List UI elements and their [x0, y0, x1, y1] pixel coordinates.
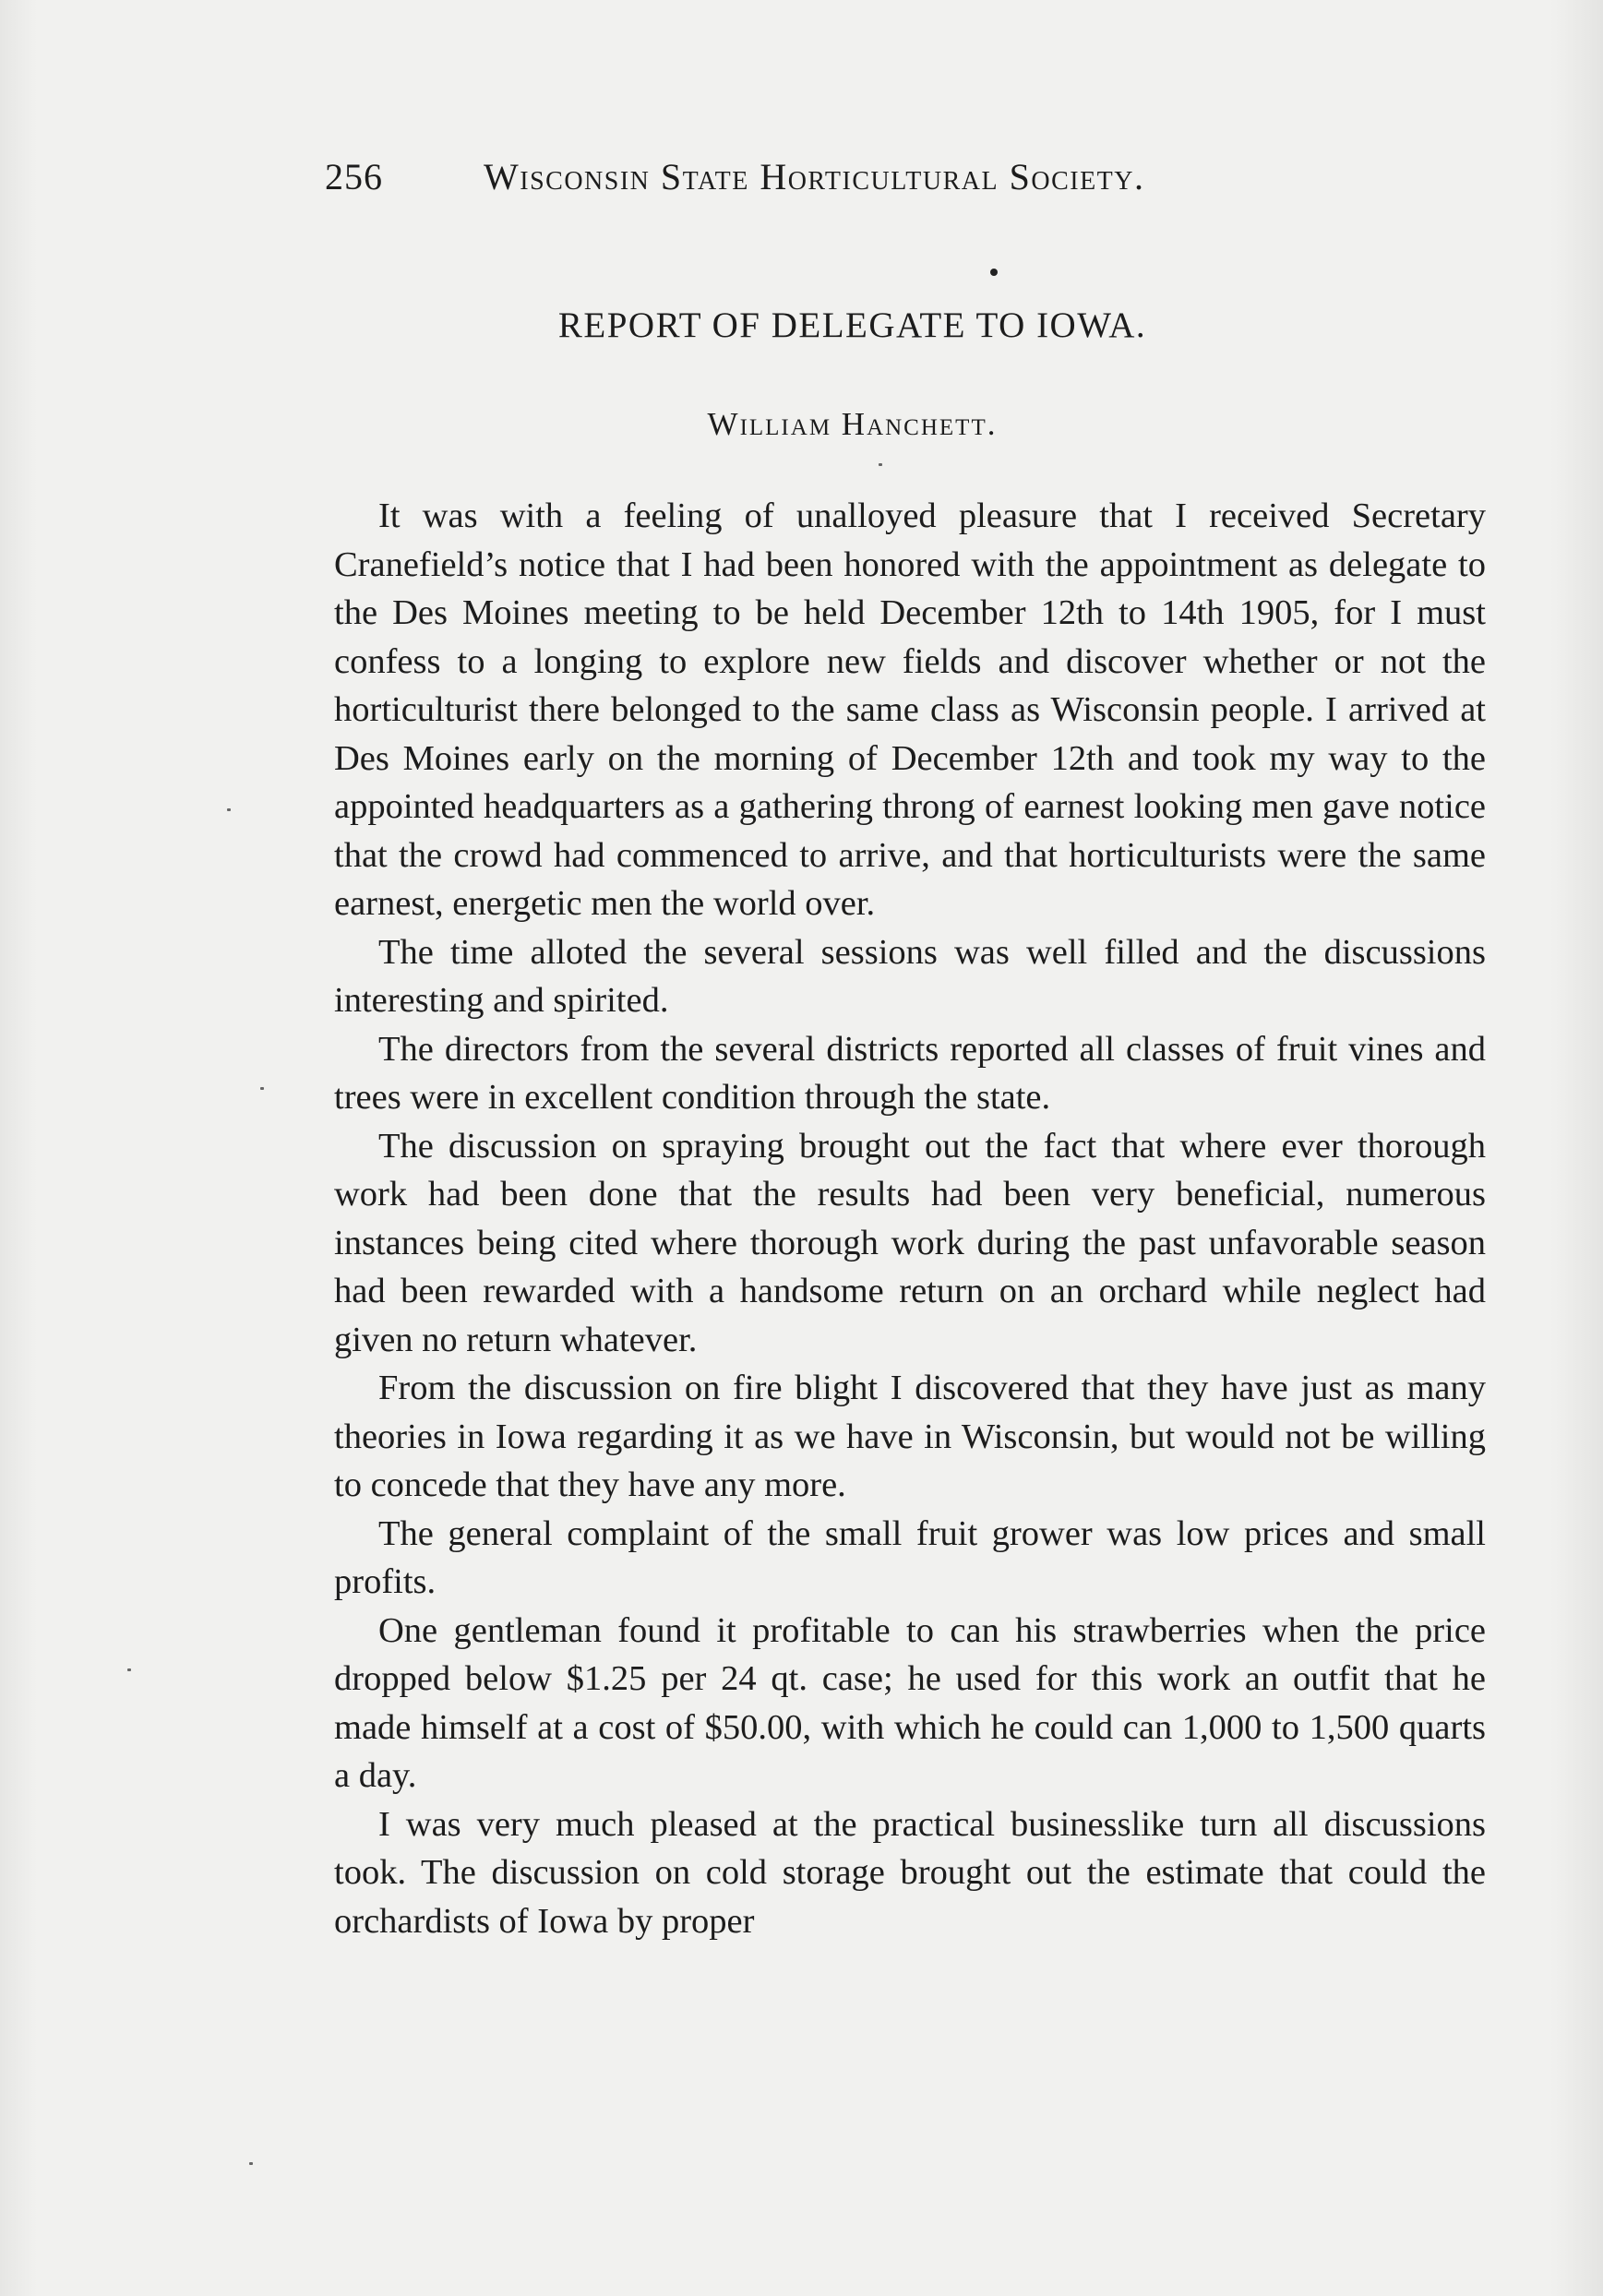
- scan-speck: [127, 1668, 131, 1671]
- paragraph: The discussion on spraying brought out the fact that where ever thorough work had been done that the results had been very beneficial, numerous instances being cited where thorough work during the past unfavorable season had been rewarded with a handsome return on an orchard while neglect had given no return whatever.: [334, 1126, 1486, 1359]
- journal-title: Wisconsin State Horticultural Society.: [484, 156, 1145, 197]
- paragraph: The directors from the several districts reported all classes of fruit vines and trees were in excellent condition through the state.: [334, 1029, 1486, 1117]
- running-head: [325, 155, 1303, 203]
- scan-speck: [227, 808, 231, 811]
- scan-speck: [879, 463, 882, 466]
- paragraph: From the discussion on fire blight I discovered that they have just as many theories in Iowa regarding it as we have in Wisconsin, but would not be willing to concede that they have any more.: [334, 1369, 1486, 1504]
- scan-speck: [249, 2162, 253, 2165]
- article-author: William Hanchett.: [707, 406, 998, 442]
- paragraph: The general complaint of the small fruit grower was low prices and small profits.: [334, 1513, 1486, 1601]
- paragraph: It was with a feeling of unalloyed pleasure that I received Secretary Cranefield’s notice that I had been honored with the appointment as delegate to the Des Moines meeting to be held December 12th to 14th 1905, for I must confess to a longing to explore new fields and discover whether or not the horticulturist there belonged to the same class as Wisconsin people. I arrived at Des Moines early on the morning of December 12th and took my way to the appointed headquarters as a gathering throng of earnest looking men gave notice that the crowd had commenced to arrive, and that horticulturists were the same earnest, energetic men the world over.: [334, 496, 1486, 923]
- article-body: [334, 492, 1486, 1945]
- paragraph: I was very much pleased at the practical businesslike turn all discussions took. The discussion on cold storage brought out the estimate that could the orchardists of Iowa by proper: [334, 1804, 1486, 1941]
- scan-speck: [260, 1087, 264, 1090]
- printed-dot: [990, 269, 998, 276]
- paragraph: The time alloted the several sessions was well filled and the discussions interesting and spirited.: [334, 932, 1486, 1020]
- page-number: 256: [325, 156, 383, 197]
- article-title: REPORT OF DELEGATE TO IOWA.: [557, 305, 1147, 345]
- paragraph: One gentleman found it profitable to can his strawberries when the price dropped below $1.25 per 24 qt. case; he used for this work an outfit that he made himself at a cost of $50.00, with which he could can 1,000 to 1,500 quarts a day.: [334, 1610, 1486, 1795]
